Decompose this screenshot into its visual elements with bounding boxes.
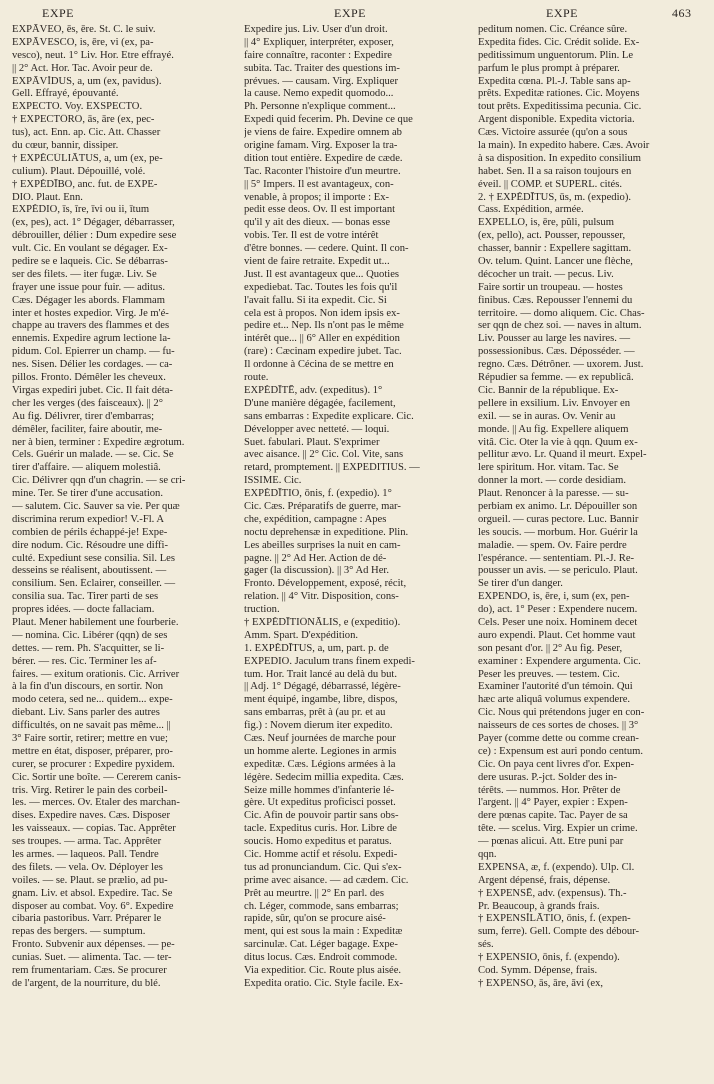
- text-line: Via expeditior. Cic. Route plus aisée.: [244, 965, 402, 977]
- text-line: EXPĀVĬDUS, a, um (ex, pavidus).: [12, 75, 162, 87]
- text-line: vult. Cic. En voulant se dégager. Ex-: [12, 243, 168, 255]
- text-line: prêts. Expeditæ rationes. Cic. Moyens: [478, 88, 640, 100]
- text-line: à la fin d'un discours, en sortir. Non: [12, 681, 164, 693]
- text-line: venable, à propos; il importe : Ex-: [244, 191, 390, 203]
- text-line: perbiam ex animo. Lr. Dépouiller son: [478, 500, 638, 512]
- text-line: auro expendi. Plaut. Cet homme vaut: [478, 629, 636, 641]
- text-line: Plaut. Mener habilement une fourberie.: [12, 616, 179, 628]
- text-line: retard, promptement. || EXPEDITIUS. —: [244, 462, 420, 474]
- text-line: mine. Ter. Se tirer d'une accusation.: [12, 488, 164, 500]
- text-line: vesco), neut. 1° Liv. Hor. Etre effrayé.: [12, 49, 174, 61]
- text-line: prévues. — causam. Virg. Expliquer: [244, 75, 399, 87]
- text-line: gnam. Liv. et absol. Expedire. Tac. Se: [12, 887, 173, 899]
- text-line: EXPĔDIO, īs, īre, īvi ou ii, ītum: [12, 204, 150, 216]
- text-line: qu'il y ait des dieux. — bonas esse: [244, 217, 391, 229]
- text-line: soucis. Homo expeditus et paratus.: [244, 836, 392, 848]
- text-line: EXPENDO, is, ēre, i, sum (ex, pen-: [478, 591, 630, 603]
- text-line: 2. † EXPĔDĪTUS, ūs, m. (expedio).: [478, 191, 632, 203]
- text-line: tacle. Expeditus curis. Hor. Libre de: [244, 823, 397, 835]
- text-line: gager (la discussion). || 3° Ad Her.: [244, 565, 389, 577]
- text-line: Expedita fides. Cic. Crédit solide. Ex-: [478, 36, 640, 48]
- text-line: Expedita oratio. Cic. Style facile. Ex-: [244, 977, 403, 989]
- text-line: chappe au travers des flammes et des: [12, 320, 170, 332]
- text-line: || 2° Act. Hor. Tac. Avoir peur de.: [12, 62, 153, 74]
- text-line: Développer avec netteté. — loqui.: [244, 423, 390, 435]
- text-line: mettre en état, disposer, préparer, pro-: [12, 745, 173, 757]
- text-line: EXPĀVEO, ēs, ēre. St. C. le suiv.: [12, 24, 156, 35]
- text-line: voiles. — se. Plaut. se prælio, ad pu-: [12, 874, 168, 886]
- text-line: EXPELLO, is, ēre, pŭli, pulsum: [478, 217, 614, 229]
- text-line: sarcinulæ. Cat. Léger bagage. Expe-: [244, 939, 398, 951]
- text-line: sés.: [478, 939, 494, 951]
- text-line: territoire. — domo aliquem. Cic. Chas-: [478, 307, 645, 319]
- text-line: examiner : Expendere argumenta. Cic.: [478, 655, 641, 667]
- text-line: cunias. Suet. — alimenta. Tac. — ter-: [12, 952, 172, 964]
- text-line: pellitur ævo. Lr. Quand il meurt. Expel-: [478, 449, 647, 461]
- text-line: ser des filets. — iter fugæ. Liv. Se: [12, 268, 157, 280]
- text-line: peditissimum unguentorum. Plin. Le: [478, 49, 634, 61]
- text-line: pousser un avis. — se periculo. Plaut.: [478, 565, 638, 577]
- text-line: EXPĔDĪTIO, ōnis, f. (expedio). 1°: [244, 488, 392, 500]
- text-line: Cæs. Victoire assurée (qu'on a sous: [478, 127, 628, 139]
- text-line: Liv. Pousser au large les navires. —: [478, 333, 631, 345]
- text-line: — salutem. Cic. Sauver sa vie. Per quæ: [12, 500, 180, 512]
- text-line: Argent dépensé, frais, dépense.: [478, 874, 611, 886]
- text-line: Tac. Raconter l'histoire d'un meurtre.: [244, 165, 401, 177]
- text-line: culté. Expediunt sese consilia. Sil. Les: [12, 552, 175, 564]
- text-line: ser qqn de chez soi. — naves in altum.: [478, 320, 642, 332]
- text-line: Cic. On paya cent livres d'or. Expen-: [478, 758, 635, 770]
- text-line: Examiner l'autorité d'un témoin. Qui: [478, 681, 633, 693]
- text-line: possessionibus. Cæs. Déposséder. —: [478, 346, 635, 358]
- text-line: de l'argent, de la nourriture, du blé.: [12, 977, 161, 989]
- text-line: habet. Sen. Il a sa raison toujours en: [478, 165, 632, 177]
- text-line: Cæs. Neuf journées de marche pour: [244, 732, 396, 744]
- text-line: Expedi quid fecerim. Ph. Devine ce que: [244, 114, 413, 126]
- text-line: ce) : Expensum est auri pondo centum.: [478, 745, 644, 757]
- text-line: débrouiller, délier : Dum expedire sese: [12, 230, 177, 242]
- text-line: (rare) : Cæcinam expedire jubet. Tac.: [244, 346, 402, 358]
- text-line: propres idées. — docte fallaciam.: [12, 604, 155, 616]
- text-line: expeditæ. Cæs. Légions armées à la: [244, 758, 396, 770]
- text-line: exil. — se in auras. Ov. Venir au: [478, 410, 616, 422]
- text-line: lere spiritum. Hor. vitam. Tac. Se: [478, 462, 619, 474]
- text-line: l'espérance. — sententiam. Pl.-J. Re-: [478, 552, 635, 564]
- text-line: ditus locus. Cæs. Endroit commode.: [244, 952, 398, 964]
- text-line: faire connaître, raconter : Expedire: [244, 49, 392, 61]
- text-line: origine famam. Virg. Exposer la tra-: [244, 140, 398, 152]
- text-line: dere usuras. P.-jct. Solder des in-: [478, 771, 617, 783]
- text-line: maladie. — spem. Ov. Faire perdre: [478, 539, 627, 551]
- text-line: parfum le plus prompt à préparer.: [478, 62, 620, 74]
- text-line: Pr. Beaucoup, à grands frais.: [478, 900, 600, 912]
- text-line: des filets. — vela. Ov. Déployer les: [12, 861, 163, 873]
- text-line: naisseurs de ces sortes de choses. || 3°: [478, 720, 639, 732]
- text-line: culium). Plaut. Dépouillé, volé.: [12, 165, 146, 177]
- text-line: — nomina. Cic. Libérer (qqn) de ses: [12, 629, 168, 641]
- text-line: orgueil. — curas pectore. Luc. Bannir: [478, 513, 639, 525]
- text-line: route.: [244, 372, 269, 384]
- text-line: hæc arte aliquâ volumus expendere.: [478, 694, 631, 706]
- text-line: Seize mille hommes d'infanterie lé-: [244, 784, 395, 796]
- text-line: † EXPĔCŪLIĀTUS, a, um (ex, pe-: [12, 152, 163, 164]
- text-line: tum. Hor. Trait lancé au delà du but.: [244, 668, 397, 680]
- text-line: dire nodum. Cic. Résoudre une diffi-: [12, 539, 169, 551]
- text-line: Suet. fabulari. Plaut. S'exprimer: [244, 436, 380, 448]
- text-line: Cic. Délivrer qqn d'un chagrin. — se cri-: [12, 475, 186, 487]
- column-left: [12, 24, 234, 1079]
- text-line: Just. Il est avantageux que... Quoties: [244, 268, 400, 280]
- text-line: † EXPENSIO, ōnis, f. (expendo).: [478, 952, 620, 964]
- text-line: || 4° Expliquer, interpréter, exposer,: [244, 36, 394, 48]
- text-line: Fronto. Subvenir aux dépenses. — pe-: [12, 939, 175, 951]
- text-line: pidum. Col. Epierrer un champ. — fu-: [12, 346, 175, 358]
- text-line: || 5° Impers. Il est avantageux, con-: [244, 178, 394, 190]
- text-line: Payer (comme dette ou comme crean-: [478, 732, 639, 744]
- running-head-right: EXPE: [546, 6, 578, 20]
- text-line: (ex, pes), act. 1° Dégager, débarrasser,: [12, 217, 175, 229]
- text-line: || Adj. 1° Dégagé, débarrassé, légère-: [244, 681, 401, 693]
- text-line: Virgas expediri jubet. Cic. Il fait déta-: [12, 384, 173, 396]
- text-line: vitâ. Cic. Oter la vie à qqn. Quum ex-: [478, 436, 638, 448]
- text-line: inter et hostes expedior. Virg. Je m'é-: [12, 307, 169, 319]
- text-line: 3° Faire sortir, retirer; mettre en vue;: [12, 732, 168, 744]
- text-line: Cic. Nous qui prétendons juger en con-: [478, 707, 645, 719]
- text-line: Expedita cœna. Pl.-J. Table sans ap-: [478, 75, 631, 87]
- text-line: tout prêts. Expeditissima pecunia. Cic.: [478, 101, 642, 113]
- text-line: Cic. Cæs. Préparatifs de guerre, mar-: [244, 500, 401, 512]
- text-line: sum, ferre). Gell. Compte des débour-: [478, 926, 640, 938]
- text-line: Se tirer d'un danger.: [478, 578, 563, 590]
- text-line: pellere in exsilium. Liv. Envoyer en: [478, 397, 630, 409]
- text-line: cher les verges (des faisceaux). || 2°: [12, 397, 163, 409]
- text-line: curer, se procurer : Expedire pyxidem.: [12, 758, 175, 770]
- text-line: ISSIME. Cic.: [244, 475, 302, 487]
- page-number: 463: [672, 6, 692, 20]
- text-line: dises. Expedire naves. Cæs. Disposer: [12, 810, 171, 822]
- text-line: décocher un trait. — pecus. Liv.: [478, 268, 614, 280]
- text-line: truction.: [244, 604, 280, 616]
- text-line: la main). In expedito habere. Cæs. Avoir: [478, 140, 650, 152]
- text-line: chasser, bannir : Expellere sagittam.: [478, 243, 632, 255]
- text-line: térêts. — nummos. Hor. Prêter de: [478, 784, 621, 796]
- text-line: ses troupes. — arma. Tac. Apprêter: [12, 836, 162, 848]
- text-line: Expedire jus. Liv. User d'un droit.: [244, 24, 388, 35]
- text-line: † EXPENSO, ās, āre, āvi (ex,: [478, 977, 604, 989]
- text-line: tris. Virg. Retirer le pain des corbeil-: [12, 784, 168, 796]
- text-line: je viens de faire. Expedire omnem ab: [244, 127, 402, 139]
- text-line: sans embarras, prêt à (au pr. et au: [244, 707, 386, 719]
- column-right: [478, 24, 700, 1079]
- text-line: pillos. Fronto. Démêler les cheveux.: [12, 372, 166, 384]
- text-line: † EXPĔDĪTIŌNĀLIS, e (expeditio).: [244, 616, 401, 628]
- text-line: les soucis. — morbum. Hor. Guérir la: [478, 526, 638, 538]
- text-line: 1. EXPĔDĪTUS, a, um, part. p. de: [244, 642, 389, 654]
- text-line: che, expédition, campagne : Apes: [244, 513, 387, 525]
- text-line: ennemis. Expedire agrum lectione la-: [12, 333, 171, 345]
- text-line: Cic. Afin de pouvoir partir sans obs-: [244, 810, 399, 822]
- text-line: subita. Tac. Traiter des questions im-: [244, 62, 400, 74]
- text-line: do), act. 1° Peser : Expendere nucem.: [478, 604, 638, 616]
- text-line: difficultés, on ne savait pas même... ||: [12, 720, 171, 732]
- text-line: Cic. Bannir de la république. Ex-: [478, 384, 619, 396]
- text-line: Argent disponible. Expedita victoria.: [478, 114, 635, 126]
- text-line: frayer une issue pour fuir. — aditus.: [12, 281, 165, 293]
- text-line: un homme alerte. Legiones in armis: [244, 745, 397, 757]
- text-line: Ph. Personne n'explique comment...: [244, 101, 396, 113]
- text-line: fig.) : Novem dierum iter expedito.: [244, 720, 393, 732]
- text-line: légère. Sedecim millia expedita. Cæs.: [244, 771, 404, 783]
- text-line: D'une manière dégagée, facilement,: [244, 397, 396, 409]
- text-line: pagne. || 2° Ad Her. Action de dé-: [244, 552, 387, 564]
- text-line: expediebat. Tac. Toutes les fois qu'il: [244, 281, 398, 293]
- text-line: rapide, sûr, qu'on se procure aisé-: [244, 913, 386, 925]
- text-line: les. — merces. Ov. Etaler des marchan-: [12, 797, 180, 809]
- text-line: intérêt que... || 6° Aller en expédition: [244, 333, 400, 345]
- column-middle: [244, 24, 466, 1079]
- text-line: † EXPĔDĪBO, anc. fut. de EXPE-: [12, 178, 158, 190]
- text-line: l'avait fallu. Si ita expedit. Cic. Si: [244, 294, 387, 306]
- text-line: prime avec aisance. — ad cædem. Cic.: [244, 874, 409, 886]
- text-line: gère. Ut expeditus proficisci posset.: [244, 797, 396, 809]
- text-line: EXPECTO. Voy. EXSPECTO.: [12, 101, 143, 113]
- text-line: Faire sortir un troupeau. — hostes: [478, 281, 623, 293]
- text-line: Prêt au meurtre. || 2° En parl. des: [244, 887, 384, 899]
- text-line: vient de faire retraite. Expedit ut...: [244, 256, 390, 268]
- text-line: cela est à propos. Non idem ipsis ex-: [244, 307, 400, 319]
- text-line: Cels. Peser une noix. Hominem decet: [478, 616, 638, 628]
- text-line: dition tout entière. Expedire de cæde.: [244, 152, 403, 164]
- text-line: EXPENSA, æ, f. (expendo). Ulp. Cl.: [478, 861, 635, 873]
- text-line: ch. Léger, commode, sans embarras;: [244, 900, 399, 912]
- text-line: tus ad pronunciandum. Cic. Qui s'ex-: [244, 861, 402, 873]
- text-line: combien de périls échappé-je! Expe-: [12, 526, 168, 538]
- text-line: qqn.: [478, 849, 497, 860]
- text-line: † EXPENSĬLĀTIO, ōnis, f. (expen-: [478, 913, 631, 925]
- text-line: † EXPECTŌRO, ās, āre (ex, pec-: [12, 114, 155, 126]
- text-line: EXPĀVESCO, is, ēre, vi (ex, pa-: [12, 36, 154, 48]
- text-line: discrimina rerum expedior! V.-Fl. A: [12, 513, 165, 525]
- text-line: disposer au combat. Voy. 6°. Expedire: [12, 900, 174, 912]
- text-line: tête. — scelus. Virg. Expier un crime.: [478, 823, 638, 835]
- text-line: noctu deprehensæ in expeditione. Plin.: [244, 526, 409, 538]
- text-line: à sa disposition. In expedito consilium: [478, 152, 642, 164]
- text-line: peditum nomen. Cic. Créance sûre.: [478, 24, 628, 35]
- text-line: relation. || 4° Vitr. Disposition, cons-: [244, 591, 399, 603]
- text-line: — pœnas alicui. Att. Etre puni par: [478, 836, 624, 848]
- text-line: Cod. Symm. Dépense, frais.: [478, 965, 598, 977]
- text-line: Au fig. Délivrer, tirer d'embarras;: [12, 410, 155, 422]
- text-line: l'argent. || 4° Payer, expier : Expen-: [478, 797, 628, 809]
- text-line: d'être bonnes. — cedere. Quint. Il con-: [244, 243, 409, 255]
- text-line: EXPEDIO. Jaculum trans finem expedi-: [244, 655, 415, 667]
- text-line: donner la mort. — corde desidiam.: [478, 475, 626, 487]
- text-line: Gell. Effrayé, épouvanté.: [12, 88, 119, 100]
- text-line: Ov. telum. Quint. Lancer une flèche,: [478, 256, 633, 268]
- text-line: DIO. Plaut. Enn.: [12, 191, 83, 203]
- text-line: nes. Sisen. Délier les cordages. — ca-: [12, 359, 173, 371]
- text-line: † EXPENSĒ, adv. (expensus). Th.-: [478, 887, 627, 899]
- text-line: tirer d'affaire. — aliquem molestiâ.: [12, 462, 161, 474]
- text-line: Cic. Homme actif et résolu. Expedi-: [244, 849, 398, 860]
- text-line: tus), act. Enn. ap. Cic. Att. Chasser: [12, 127, 161, 139]
- text-line: diebant. Liv. Sans parler des autres: [12, 707, 160, 719]
- text-line: faires. — exitum orationis. Cic. Arriver: [12, 668, 180, 680]
- text-line: du cœur, bannir, dissiper.: [12, 140, 119, 152]
- text-line: ment équipé, ingambe, libre, dispos,: [244, 694, 398, 706]
- text-line: avec aisance. || 2° Cic. Col. Vite, sans: [244, 449, 404, 461]
- text-line: Il ordonne à Cécina de se mettre en: [244, 359, 394, 371]
- text-line: modo cetera, sed ne... quidem... expe-: [12, 694, 173, 706]
- text-line: (ex, pello), act. Pousser, repousser,: [478, 230, 626, 242]
- text-line: sans embarras : Expedite explicare. Cic.: [244, 410, 414, 422]
- text-line: pedire se e laqueis. Cic. Se débarras-: [12, 256, 168, 268]
- text-line: consilia sua. Tac. Tirer parti de ses: [12, 591, 159, 603]
- text-line: Fronto. Développement, exposé, récit,: [244, 578, 407, 590]
- text-line: repas des bergers. — sumptum.: [12, 926, 146, 938]
- text-line: Peser les preuves. — testem. Cic.: [478, 668, 620, 680]
- text-line: monde. || Au fig. Expellere aliquem: [478, 423, 629, 435]
- text-line: Amm. Spart. D'expédition.: [244, 629, 359, 641]
- text-line: desseins se réalisent, aboutissent. —: [12, 565, 167, 577]
- text-line: son pesant d'or. || 2° Au fig. Peser,: [478, 642, 623, 654]
- text-line: Les abeilles surprises la nuit en cam-: [244, 539, 401, 551]
- text-line: Répudier sa femme. — ex republicâ.: [478, 372, 634, 384]
- text-line: dettes. — rem. Ph. S'acquitter, se li-: [12, 642, 165, 654]
- text-line: éveil. || COMP. et SUPERL. cités.: [478, 178, 623, 190]
- text-line: consilium. Sen. Éclairer, conseiller. —: [12, 578, 176, 590]
- text-line: pedit esse deos. Ov. Il est important: [244, 204, 396, 216]
- text-line: vobis. Ter. Il est de votre intérêt: [244, 230, 379, 242]
- text-line: Plaut. Renoncer à la paresse. — su-: [478, 488, 629, 500]
- text-line: la cause. Nemo expedit quomodo...: [244, 88, 394, 100]
- text-line: EXPĔDĪTĒ, adv. (expeditus). 1°: [244, 384, 383, 396]
- text-line: Cæs. Dégager les abords. Flammam: [12, 294, 165, 306]
- text-line: regno. Cæs. Détrôner. — uxorem. Just.: [478, 359, 644, 371]
- text-line: Cels. Guérir un malade. — se. Cic. Se: [12, 449, 174, 461]
- text-line: bérer. — res. Cic. Terminer les af-: [12, 655, 157, 667]
- text-line: démêler, faciliter, faire aboutir, me-: [12, 423, 163, 435]
- running-head-left: EXPE: [42, 6, 74, 20]
- text-line: Cass. Expédition, armée.: [478, 204, 584, 216]
- text-line: les vaisseaux. — copias. Tac. Apprêter: [12, 823, 176, 835]
- text-line: finibus. Cæs. Repousser l'ennemi du: [478, 294, 633, 306]
- page-header: [0, 6, 714, 22]
- text-line: cibaria pastoribus. Varr. Préparer le: [12, 913, 162, 925]
- running-head-center: EXPE: [334, 6, 366, 20]
- text-line: dere pœnas capite. Tac. Payer de sa: [478, 810, 628, 822]
- text-line: les armes. — laqueos. Pall. Tendre: [12, 849, 159, 860]
- text-line: rem frumentariam. Cæs. Se procurer: [12, 965, 167, 977]
- text-line: Cic. Sortir une boîte. — Cererem canis-: [12, 771, 181, 783]
- text-line: pedire et... Nep. Ils n'ont pas le même: [244, 320, 404, 332]
- text-line: ment, qui est sous la main : Expeditæ: [244, 926, 403, 938]
- text-line: ner à bien, terminer : Expedire ægrotum.: [12, 436, 185, 448]
